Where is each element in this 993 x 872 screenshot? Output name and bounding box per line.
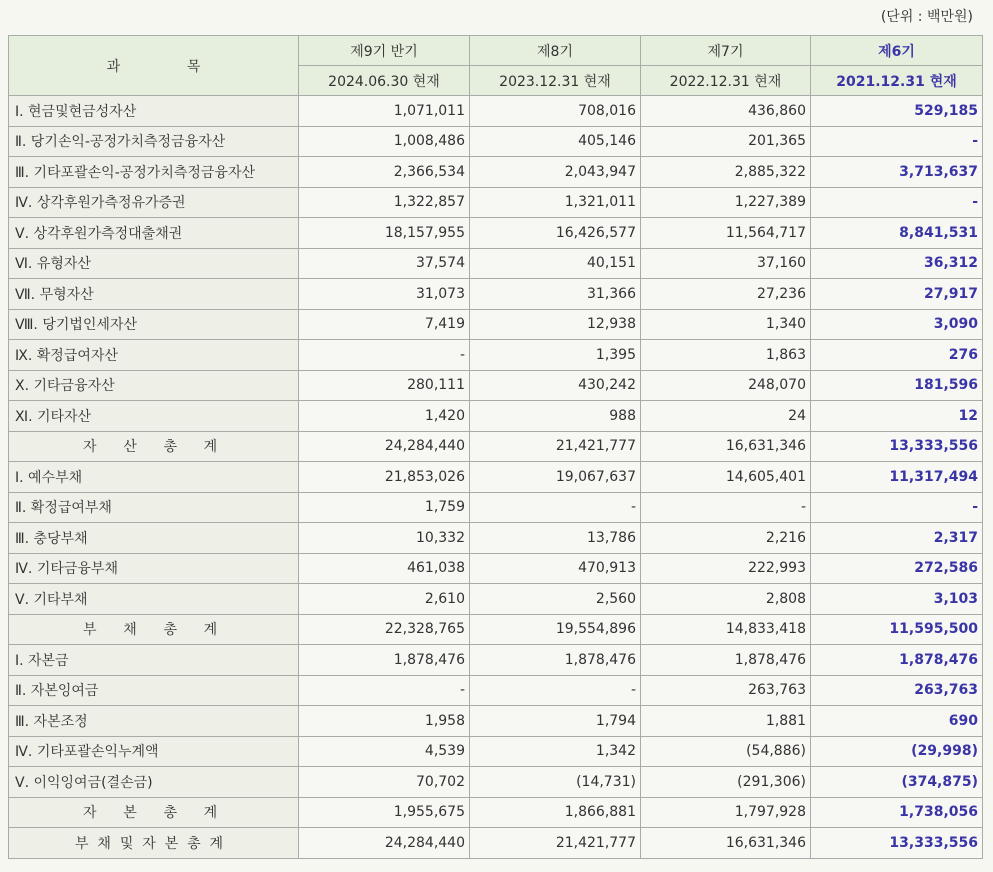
value-cell: - [470, 492, 641, 523]
value-cell: 14,605,401 [641, 462, 811, 493]
value-cell: 181,596 [811, 370, 983, 401]
period-header: 제7기 [641, 36, 811, 66]
value-cell: 263,763 [641, 675, 811, 706]
value-cell: 18,157,955 [299, 218, 470, 249]
value-cell: - [641, 492, 811, 523]
value-cell: 1,071,011 [299, 96, 470, 127]
table-row [9, 462, 983, 493]
date-header: 2024.06.30 현재 [299, 66, 470, 96]
period-header: 제6기 [811, 36, 983, 66]
value-cell: 37,160 [641, 248, 811, 279]
total-row [9, 614, 983, 645]
value-cell: 12 [811, 401, 983, 432]
date-header: 2022.12.31 현재 [641, 66, 811, 96]
value-cell: 2,808 [641, 584, 811, 615]
period-header: 제8기 [470, 36, 641, 66]
value-cell: 436,860 [641, 96, 811, 127]
header-row-periods [9, 36, 983, 66]
total-row [9, 431, 983, 462]
row-label: Ⅸ. 확정급여자산 [9, 340, 299, 371]
value-cell: 1,227,389 [641, 187, 811, 218]
value-cell: 13,333,556 [811, 828, 983, 859]
value-cell: - [470, 675, 641, 706]
value-cell: 1,395 [470, 340, 641, 371]
period-header: 제9기 반기 [299, 36, 470, 66]
value-cell: (374,875) [811, 767, 983, 798]
value-cell: 1,322,857 [299, 187, 470, 218]
value-cell: 21,421,777 [470, 828, 641, 859]
value-cell: 1,863 [641, 340, 811, 371]
table-row [9, 523, 983, 554]
table-row [9, 401, 983, 432]
value-cell: (54,886) [641, 736, 811, 767]
table-row [9, 309, 983, 340]
row-label: Ⅱ. 자본잉여금 [9, 675, 299, 706]
row-label: 자 산 총 계 [9, 431, 299, 462]
value-cell: 1,878,476 [299, 645, 470, 676]
table-row [9, 645, 983, 676]
row-label: Ⅵ. 유형자산 [9, 248, 299, 279]
value-cell: 12,938 [470, 309, 641, 340]
value-cell: - [299, 675, 470, 706]
value-cell: 31,366 [470, 279, 641, 310]
value-cell: 21,853,026 [299, 462, 470, 493]
value-cell: 11,595,500 [811, 614, 983, 645]
row-label: Ⅰ. 예수부채 [9, 462, 299, 493]
row-label: Ⅴ. 상각후원가측정대출채권 [9, 218, 299, 249]
value-cell: 1,321,011 [470, 187, 641, 218]
value-cell: 24,284,440 [299, 828, 470, 859]
row-label: Ⅶ. 무형자산 [9, 279, 299, 310]
row-label: Ⅳ. 기타포괄손익누계액 [9, 736, 299, 767]
value-cell: 1,342 [470, 736, 641, 767]
value-cell: 1,878,476 [811, 645, 983, 676]
date-header: 2021.12.31 현재 [811, 66, 983, 96]
row-label: Ⅰ. 자본금 [9, 645, 299, 676]
value-cell: 201,365 [641, 126, 811, 157]
value-cell: 19,067,637 [470, 462, 641, 493]
table-row [9, 706, 983, 737]
value-cell: 2,366,534 [299, 157, 470, 188]
value-cell: 461,038 [299, 553, 470, 584]
value-cell: (291,306) [641, 767, 811, 798]
row-label: Ⅲ. 기타포괄손익-공정가치측정금융자산 [9, 157, 299, 188]
value-cell: 16,631,346 [641, 828, 811, 859]
value-cell: 3,713,637 [811, 157, 983, 188]
value-cell: 24 [641, 401, 811, 432]
value-cell: 3,103 [811, 584, 983, 615]
value-cell: 2,885,322 [641, 157, 811, 188]
row-label: Ⅴ. 이익잉여금(결손금) [9, 767, 299, 798]
value-cell: 280,111 [299, 370, 470, 401]
balance-sheet-table [8, 35, 983, 859]
row-label: Ⅱ. 확정급여부채 [9, 492, 299, 523]
value-cell: 708,016 [470, 96, 641, 127]
value-cell: 10,332 [299, 523, 470, 554]
value-cell: 16,631,346 [641, 431, 811, 462]
row-label: Ⅲ. 충당부채 [9, 523, 299, 554]
value-cell: 70,702 [299, 767, 470, 798]
value-cell: 1,420 [299, 401, 470, 432]
value-cell: 11,564,717 [641, 218, 811, 249]
value-cell: 37,574 [299, 248, 470, 279]
row-label: Ⅺ. 기타자산 [9, 401, 299, 432]
table-row [9, 187, 983, 218]
value-cell: 1,878,476 [470, 645, 641, 676]
value-cell: 2,560 [470, 584, 641, 615]
row-label: 부 채 및 자 본 총 계 [9, 828, 299, 859]
value-cell: 1,794 [470, 706, 641, 737]
value-cell: 11,317,494 [811, 462, 983, 493]
value-cell: 1,008,486 [299, 126, 470, 157]
value-cell: 16,426,577 [470, 218, 641, 249]
value-cell: 272,586 [811, 553, 983, 584]
table-row [9, 157, 983, 188]
date-header: 2023.12.31 현재 [470, 66, 641, 96]
table-row [9, 340, 983, 371]
value-cell: 1,878,476 [641, 645, 811, 676]
value-cell: 1,738,056 [811, 797, 983, 828]
value-cell: 430,242 [470, 370, 641, 401]
table-row [9, 553, 983, 584]
value-cell: 1,958 [299, 706, 470, 737]
table-row [9, 584, 983, 615]
value-cell: 276 [811, 340, 983, 371]
value-cell: 27,236 [641, 279, 811, 310]
table-row [9, 248, 983, 279]
total-row [9, 828, 983, 859]
value-cell: 14,833,418 [641, 614, 811, 645]
row-label: Ⅷ. 당기법인세자산 [9, 309, 299, 340]
value-cell: 3,090 [811, 309, 983, 340]
value-cell: 405,146 [470, 126, 641, 157]
table-row [9, 767, 983, 798]
row-label: Ⅲ. 자본조정 [9, 706, 299, 737]
table-row [9, 218, 983, 249]
value-cell: 690 [811, 706, 983, 737]
value-cell: (14,731) [470, 767, 641, 798]
value-cell: 1,866,881 [470, 797, 641, 828]
value-cell: 13,333,556 [811, 431, 983, 462]
value-cell: 21,421,777 [470, 431, 641, 462]
value-cell: 2,317 [811, 523, 983, 554]
subject-header: 과 목 [9, 36, 299, 96]
value-cell: - [299, 340, 470, 371]
value-cell: 36,312 [811, 248, 983, 279]
value-cell: 8,841,531 [811, 218, 983, 249]
value-cell: 529,185 [811, 96, 983, 127]
value-cell: 2,610 [299, 584, 470, 615]
value-cell: 31,073 [299, 279, 470, 310]
value-cell: 1,340 [641, 309, 811, 340]
table-row [9, 492, 983, 523]
value-cell: - [811, 187, 983, 218]
table-row [9, 279, 983, 310]
value-cell: 263,763 [811, 675, 983, 706]
value-cell: 4,539 [299, 736, 470, 767]
row-label: 부 채 총 계 [9, 614, 299, 645]
row-label: Ⅹ. 기타금융자산 [9, 370, 299, 401]
table-row [9, 96, 983, 127]
value-cell: 1,881 [641, 706, 811, 737]
table-row [9, 370, 983, 401]
table-row [9, 126, 983, 157]
value-cell: 222,993 [641, 553, 811, 584]
value-cell: - [811, 126, 983, 157]
value-cell: (29,998) [811, 736, 983, 767]
table-header [9, 36, 983, 96]
value-cell: 13,786 [470, 523, 641, 554]
total-row [9, 797, 983, 828]
table-row [9, 736, 983, 767]
row-label: Ⅳ. 상각후원가측정유가증권 [9, 187, 299, 218]
value-cell: 1,955,675 [299, 797, 470, 828]
value-cell: 248,070 [641, 370, 811, 401]
value-cell: 40,151 [470, 248, 641, 279]
value-cell: - [811, 492, 983, 523]
row-label: Ⅳ. 기타금융부채 [9, 553, 299, 584]
value-cell: 19,554,896 [470, 614, 641, 645]
table-body [9, 96, 983, 859]
value-cell: 2,216 [641, 523, 811, 554]
value-cell: 1,797,928 [641, 797, 811, 828]
unit-note: (단위 : 백만원) [880, 9, 973, 25]
value-cell: 7,419 [299, 309, 470, 340]
value-cell: 1,759 [299, 492, 470, 523]
row-label: 자 본 총 계 [9, 797, 299, 828]
table-row [9, 675, 983, 706]
row-label: Ⅴ. 기타부채 [9, 584, 299, 615]
value-cell: 2,043,947 [470, 157, 641, 188]
row-label: Ⅰ. 현금및현금성자산 [9, 96, 299, 127]
value-cell: 27,917 [811, 279, 983, 310]
value-cell: 22,328,765 [299, 614, 470, 645]
value-cell: 988 [470, 401, 641, 432]
row-label: Ⅱ. 당기손익-공정가치측정금융자산 [9, 126, 299, 157]
value-cell: 470,913 [470, 553, 641, 584]
value-cell: 24,284,440 [299, 431, 470, 462]
